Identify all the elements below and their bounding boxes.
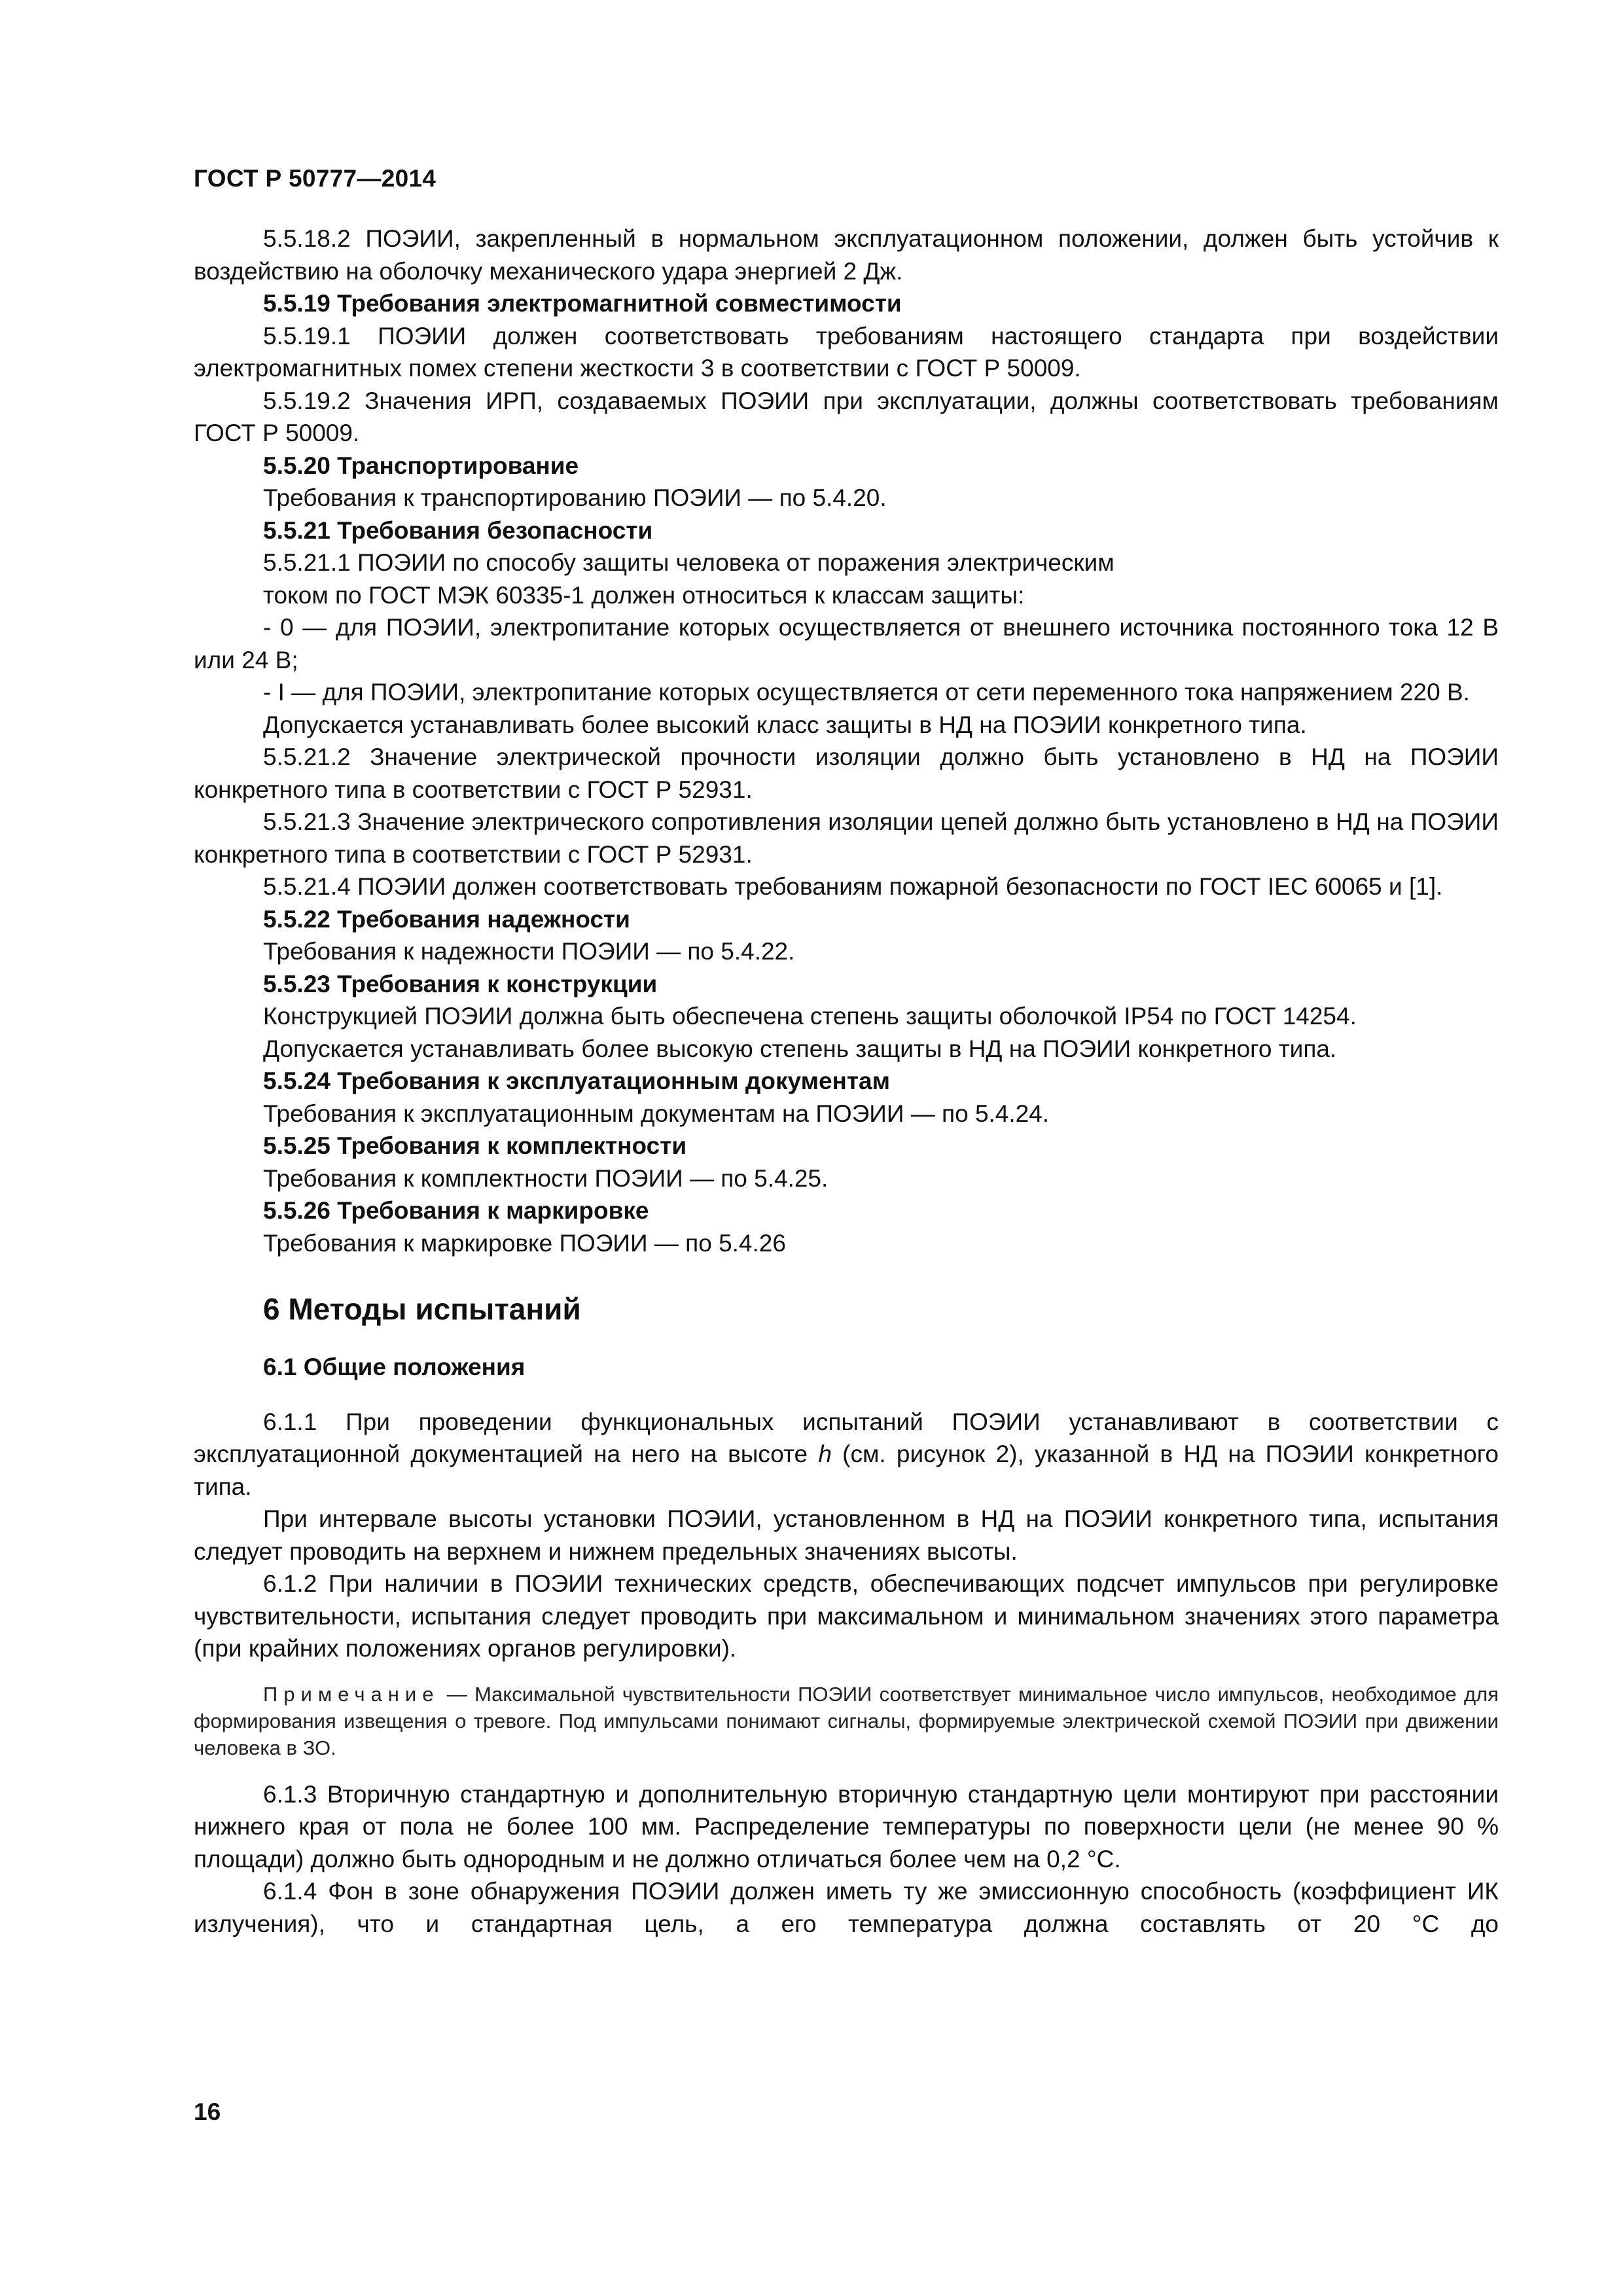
clause-6-1-1-pre: 6.1.1 При проведении функциональных испытаний ПОЭИИ устанавливают в соответствии с эксплуатационной документацией на него на высоте bbox=[194, 1408, 1499, 1467]
clause-5-5-19-2: 5.5.19.2 Значения ИРП, создаваемых ПОЭИИ при эксплуатации, должны соответствовать требованиям ГОСТ Р 50009. bbox=[194, 387, 1499, 446]
heading-5-5-23: 5.5.23 Требования к конструкции bbox=[263, 970, 658, 997]
heading-5-5-20: 5.5.20 Транспортирование bbox=[263, 452, 579, 479]
clause-5-5-22-text: Требования к надежности ПОЭИИ — по 5.4.22. bbox=[263, 938, 795, 965]
height-symbol: h bbox=[818, 1441, 832, 1467]
list-item-class-1: - I — для ПОЭИИ, электропитание которых осуществляется от сети переменного тока напряжением 220 В. bbox=[263, 679, 1470, 706]
heading-5-5-21: 5.5.21 Требования безопасности bbox=[263, 516, 653, 544]
clause-5-5-21-2: 5.5.21.2 Значение электрической прочности изоляции должно быть установлено в НД на ПОЭИИ конкретного типа в соответствии с ГОСТ Р 52931. bbox=[194, 744, 1499, 803]
clause-5-5-23-text-1: Конструкцией ПОЭИИ должна быть обеспечена степень защиты оболочкой IP54 по ГОСТ 14254. bbox=[263, 1003, 1357, 1030]
clause-5-5-21-1-line2: током по ГОСТ МЭК 60335-1 должен относиться к классам защиты: bbox=[263, 581, 1025, 609]
clause-5-5-19-1: 5.5.19.1 ПОЭИИ должен соответствовать требованиям настоящего стандарта при воздействии электромагнитных помех степени жесткости 3 в соответствии с ГОСТ Р 50009. bbox=[194, 322, 1499, 382]
heading-5-5-24: 5.5.24 Требования к эксплуатационным документам bbox=[263, 1067, 890, 1094]
clause-5-5-20-text: Требования к транспортированию ПОЭИИ — по 5.4.20. bbox=[263, 484, 887, 511]
heading-5-5-26: 5.5.26 Требования к маркировке bbox=[263, 1197, 649, 1224]
clause-5-5-23-text-2: Допускается устанавливать более высокую степень защиты в НД на ПОЭИИ конкретного типа. bbox=[263, 1035, 1337, 1062]
clause-6-1-2: 6.1.2 При наличии в ПОЭИИ технических средств, обеспечивающих подсчет импульсов при регулировке чувствительности, испытания следует проводить при максимальном и минимальном значениях этого параметра (при крайних положениях органов регулировки). bbox=[194, 1570, 1499, 1662]
note-label: Примечание bbox=[263, 1682, 440, 1706]
clause-5-5-25-text: Требования к комплектности ПОЭИИ — по 5.4.25. bbox=[263, 1164, 829, 1192]
heading-5-5-22: 5.5.22 Требования надежности bbox=[263, 905, 630, 933]
clause-5-5-18-2: 5.5.18.2 ПОЭИИ, закрепленный в нормальном эксплуатационном положении, должен быть устойчив к воздействию на оболочку механического удара энергией 2 Дж. bbox=[194, 225, 1499, 285]
clause-5-5-24-text: Требования к эксплуатационным документам на ПОЭИИ — по 5.4.24. bbox=[263, 1100, 1050, 1127]
list-item-class-0: - 0 — для ПОЭИИ, электропитание которых осуществляется от внешнего источника постоянного тока 12 В или 24 В; bbox=[194, 614, 1499, 673]
clause-5-5-21-1-note: Допускается устанавливать более высокий класс защиты в НД на ПОЭИИ конкретного типа. bbox=[263, 711, 1307, 738]
heading-5-5-19: 5.5.19 Требования электромагнитной совместимости bbox=[263, 290, 902, 317]
heading-5-5-25: 5.5.25 Требования к комплектности bbox=[263, 1132, 687, 1159]
clause-6-1-3: 6.1.3 Вторичную стандартную и дополнительную вторичную стандартную цели монтируют при расстоянии нижнего края от пола не более 100 мм. Распределение температуры по поверхности цели (не менее 90 % площади) должно быть однородным и не должно отличаться более чем на 0,2 °С. bbox=[194, 1780, 1499, 1873]
note bbox=[194, 1681, 1499, 1761]
clause-6-1-1 bbox=[194, 1406, 1499, 1503]
clause-5-5-21-1-line1: 5.5.21.1 ПОЭИИ по способу защиты человека от поражения электрическим bbox=[263, 549, 1115, 576]
page-body bbox=[194, 223, 1499, 1940]
page-number: 16 bbox=[194, 2098, 221, 2125]
section-heading-6: 6 Методы испытаний bbox=[263, 1292, 581, 1326]
note-text: — Максимальной чувствительности ПОЭИИ соответствует минимальное число импульсов, необходимое для формирования извещения о тревоге. Под импульсами понимают сигналы, формируемые электрической схемой ПОЭИИ при движении человека в ЗО. bbox=[194, 1682, 1499, 1759]
document-header: ГОСТ Р 50777—2014 bbox=[194, 165, 437, 192]
clause-5-5-26-text: Требования к маркировке ПОЭИИ — по 5.4.26 bbox=[263, 1229, 786, 1257]
clause-5-5-21-4: 5.5.21.4 ПОЭИИ должен соответствовать требованиям пожарной безопасности по ГОСТ IEC 60065 и [1]. bbox=[263, 873, 1443, 900]
clause-6-1-4: 6.1.4 Фон в зоне обнаружения ПОЭИИ должен иметь ту же эмиссионную способность (коэффициент ИК излучения), что и стандартная цель, а его температура должна составлять от 20 °С до bbox=[194, 1878, 1499, 1937]
clause-6-1-1-post: (см. рисунок 2), указанной в НД на ПОЭИИ конкретного типа. bbox=[194, 1441, 1499, 1500]
clause-6-1-1-interval: При интервале высоты установки ПОЭИИ, установленном в НД на ПОЭИИ конкретного типа, испытания следует проводить на верхнем и нижнем предельных значениях высоты. bbox=[194, 1505, 1499, 1565]
clause-5-5-21-3: 5.5.21.3 Значение электрического сопротивления изоляции цепей должно быть установлено в НД на ПОЭИИ конкретного типа в соответствии с ГОСТ Р 52931. bbox=[194, 808, 1499, 868]
subsection-heading-6-1: 6.1 Общие положения bbox=[263, 1354, 526, 1380]
